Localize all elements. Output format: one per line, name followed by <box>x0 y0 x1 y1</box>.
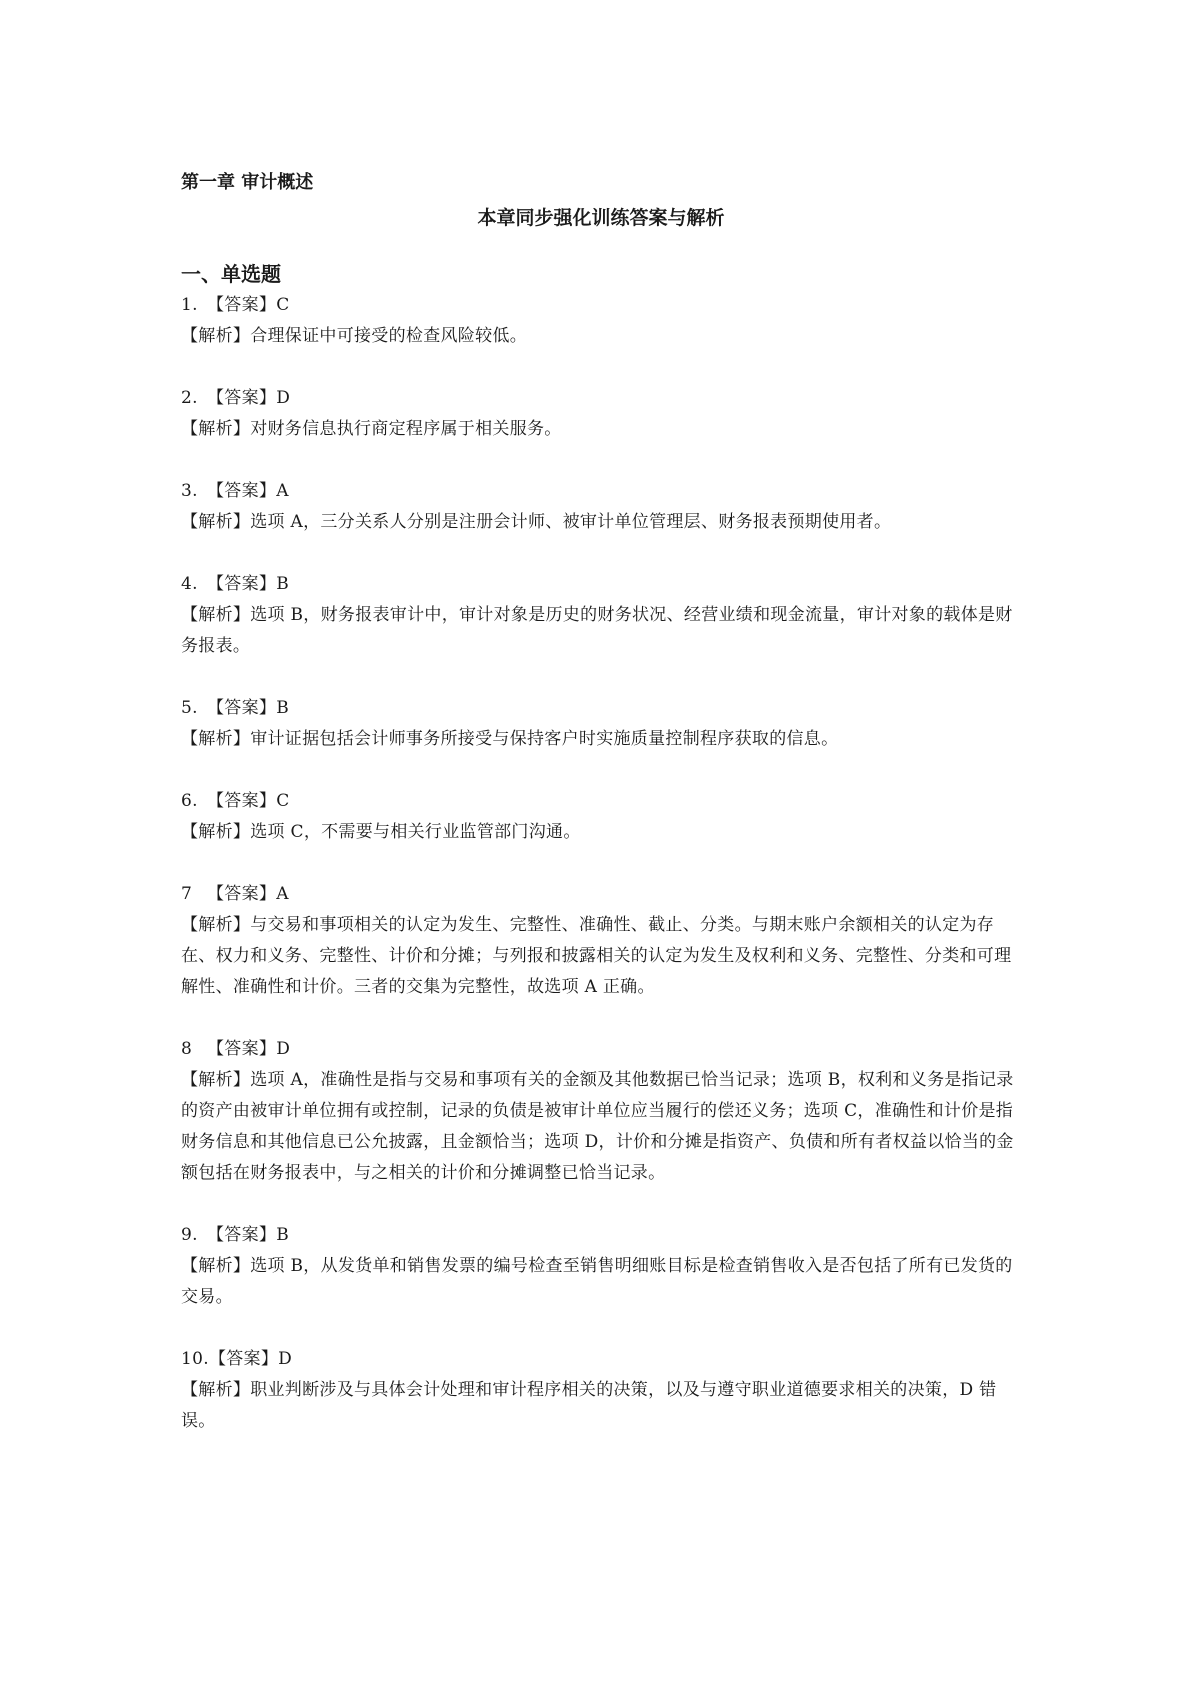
question-number: 6. <box>181 791 198 811</box>
analysis-tag: 【解析】 <box>181 1380 251 1400</box>
answer-line <box>181 1034 1021 1065</box>
analysis-body: 与交易和事项相关的认定为发生、完整性、准确性、截止、分类。与期末账户余额相关的认定为存在、权力和义务、完整性、计价和分摊；与列报和披露相关的认定为发生及权利和义务、完整性、分类和可理解性、准确性和计价。三者的交集为完整性，故选项 A 正确。 <box>181 915 1012 997</box>
answer-text: 【答案】B <box>207 574 289 594</box>
analysis-text <box>181 1251 1021 1313</box>
analysis-body: 职业判断涉及与具体会计处理和审计程序相关的决策，以及与遵守职业道德要求相关的决策，D 错误。 <box>181 1380 997 1431</box>
analysis-tag: 【解析】 <box>181 326 251 346</box>
answer-line <box>181 290 1021 321</box>
question-number: 5. <box>181 698 198 718</box>
question-number: 8 <box>181 1039 193 1059</box>
document-page <box>181 170 1021 1468</box>
analysis-text <box>181 817 1021 848</box>
section-subtitle: 本章同步强化训练答案与解析 <box>477 207 725 229</box>
answer-text: 【答案】A <box>207 884 289 904</box>
analysis-body: 审计证据包括会计师事务所接受与保持客户时实施质量控制程序获取的信息。 <box>250 729 839 749</box>
qa-item <box>181 290 1021 352</box>
analysis-body: 选项 C，不需要与相关行业监管部门沟通。 <box>250 822 581 842</box>
analysis-text <box>181 724 1021 755</box>
analysis-body: 对财务信息执行商定程序属于相关服务。 <box>250 419 562 439</box>
analysis-body: 选项 A，准确性是指与交易和事项有关的金额及其他数据已恰当记录；选项 B，权利和义务是指记录的资产由被审计单位拥有或控制，记录的负债是被审计单位应当履行的偿还义务；选项 C，准确性和计价是指财务信息和其他信息已公允披露，且金额恰当；选项 D，计价和分摊是指资产、负债和所有者权益以恰当的金额包括在财务报表中，与之相关的计价和分摊调整已恰当记录。 <box>181 1070 1014 1183</box>
analysis-tag: 【解析】 <box>181 729 251 749</box>
analysis-tag: 【解析】 <box>181 915 251 935</box>
part-heading: 一、单选题 <box>181 262 281 286</box>
analysis-text <box>181 600 1021 662</box>
chapter-title: 第一章 审计概述 <box>181 172 314 193</box>
analysis-tag: 【解析】 <box>181 1070 251 1090</box>
question-number: 3. <box>181 481 198 501</box>
analysis-text <box>181 1065 1021 1189</box>
answer-line <box>181 786 1021 817</box>
question-number: 10. <box>181 1349 209 1369</box>
qa-item <box>181 476 1021 538</box>
analysis-tag: 【解析】 <box>181 1256 251 1276</box>
analysis-body: 选项 B，从发货单和销售发票的编号检查至销售明细账目标是检查销售收入是否包括了所有已发货的交易。 <box>181 1256 1013 1307</box>
analysis-text <box>181 910 1021 1003</box>
answer-line <box>181 1220 1021 1251</box>
answer-text: 【答案】D <box>208 1349 293 1369</box>
qa-item <box>181 1344 1021 1437</box>
question-number: 2. <box>181 388 198 408</box>
answer-text: 【答案】D <box>207 388 291 408</box>
analysis-text <box>181 321 1021 352</box>
answer-text: 【答案】D <box>207 1039 291 1059</box>
analysis-text <box>181 507 1021 538</box>
analysis-tag: 【解析】 <box>181 419 251 439</box>
question-number: 9. <box>181 1225 198 1245</box>
answer-line <box>181 693 1021 724</box>
answer-line <box>181 569 1021 600</box>
analysis-tag: 【解析】 <box>181 512 251 532</box>
answer-text: 【答案】B <box>207 1225 289 1245</box>
question-number: 7 <box>181 884 193 904</box>
qa-item <box>181 569 1021 662</box>
question-number: 4. <box>181 574 198 594</box>
qa-item <box>181 786 1021 848</box>
qa-item <box>181 693 1021 755</box>
analysis-tag: 【解析】 <box>181 822 251 842</box>
analysis-tag: 【解析】 <box>181 605 251 625</box>
analysis-body: 合理保证中可接受的检查风险较低。 <box>250 326 528 346</box>
qa-list <box>181 290 1021 1437</box>
analysis-body: 选项 B，财务报表审计中，审计对象是历史的财务状况、经营业绩和现金流量，审计对象的载体是财务报表。 <box>181 605 1013 656</box>
analysis-text <box>181 1375 1021 1437</box>
question-number: 1. <box>181 295 198 315</box>
answer-line <box>181 1344 1021 1375</box>
answer-line <box>181 879 1021 910</box>
answer-text: 【答案】B <box>207 698 289 718</box>
qa-item <box>181 1220 1021 1313</box>
qa-item <box>181 879 1021 1003</box>
analysis-text <box>181 414 1021 445</box>
qa-item <box>181 383 1021 445</box>
qa-item <box>181 1034 1021 1189</box>
answer-line <box>181 383 1021 414</box>
analysis-body: 选项 A，三分关系人分别是注册会计师、被审计单位管理层、财务报表预期使用者。 <box>250 512 892 532</box>
answer-line <box>181 476 1021 507</box>
answer-text: 【答案】C <box>207 295 290 315</box>
answer-text: 【答案】A <box>207 481 289 501</box>
answer-text: 【答案】C <box>207 791 290 811</box>
